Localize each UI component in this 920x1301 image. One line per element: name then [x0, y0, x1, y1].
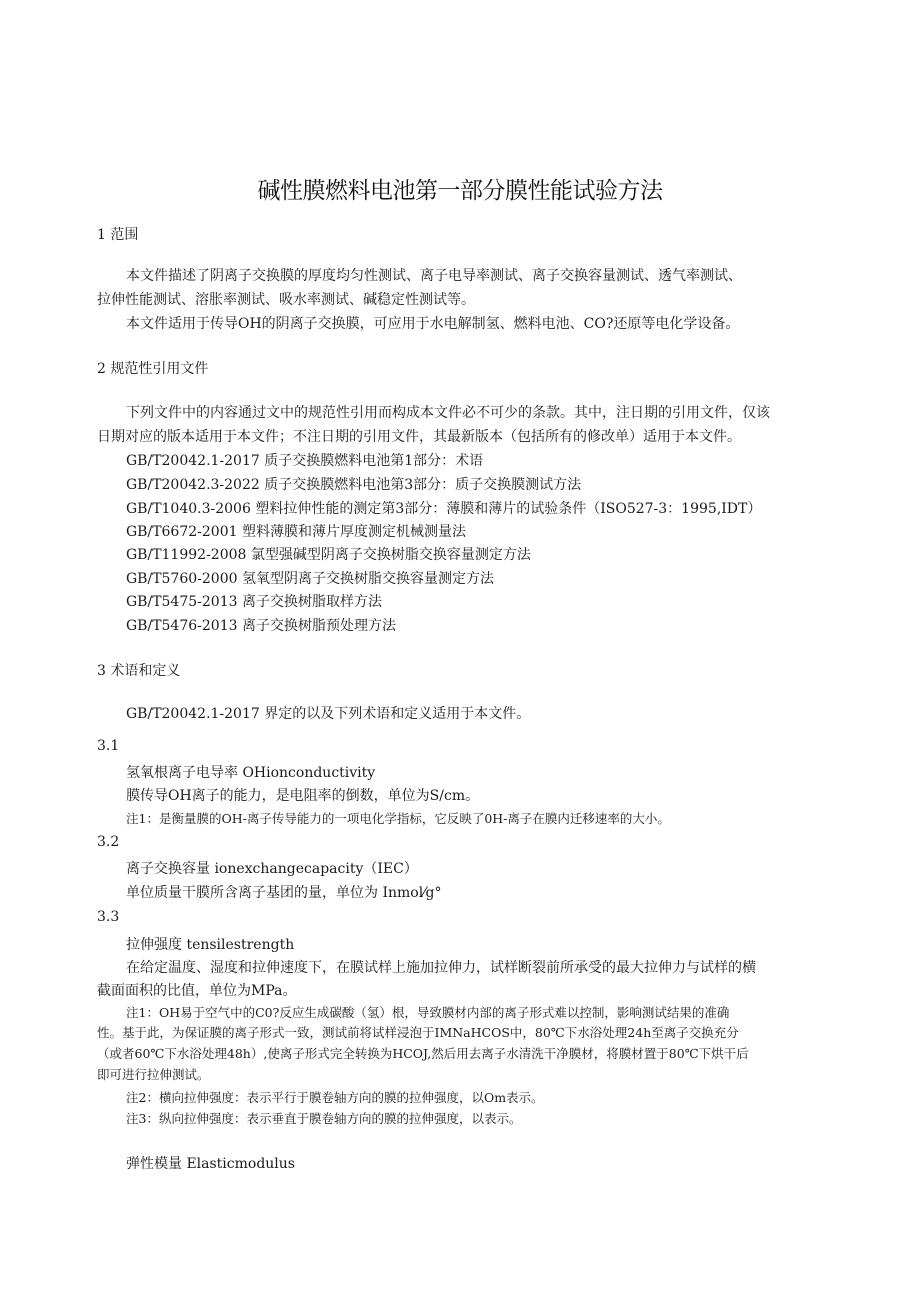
term-3-2-number: 3.2 — [97, 834, 120, 850]
term-3-1-number: 3.1 — [97, 738, 120, 754]
term-3-1-note: 注1：是衡量膜的OH-离子传导能力的一项电化学指标，它反映了0H-离子在膜内迁移速率的大小。 — [126, 811, 670, 826]
section-2-paragraph-line-2: 日期对应的版本适用于本文件；不注日期的引用文件，其最新版本（包括所有的修改单）适用于本文件。 — [97, 429, 741, 445]
term-3-4-name: 弹性模量 Elasticmodulus — [126, 1156, 295, 1172]
reference-item: GB/T6672-2001 塑料薄膜和薄片厚度测定机械测量法 — [126, 524, 466, 540]
reference-item: GB/T20042.3-2022 质子交换膜燃料电池第3部分：质子交换膜测试方法 — [126, 477, 582, 493]
section-1-paragraph-1-line-2: 拉伸性能测试、溶胀率测试、吸水率测试、碱稳定性测试等。 — [97, 292, 475, 308]
reference-item: GB/T20042.1-2017 质子交换膜燃料电池第1部分：术语 — [126, 453, 484, 469]
section-1-heading: 1 范围 — [97, 227, 139, 243]
term-3-3-definition-line-1: 在给定温度、湿度和拉伸速度下，在膜试样上施加拉伸力，试样断裂前所承受的最大拉伸力与试样的横 — [126, 960, 756, 976]
term-3-2-name: 离子交换容量 ionexchangecapacity（IEC） — [126, 861, 418, 877]
section-2-heading: 2 规范性引用文件 — [97, 361, 209, 377]
term-3-3-name: 拉伸强度 tensilestrength — [126, 937, 295, 953]
term-3-3-note-3: 注3：纵向拉伸强度：表示垂直于膜卷轴方向的膜的拉伸强度，以表示。 — [126, 1111, 522, 1126]
term-3-3-definition-line-2: 截面面积的比值，单位为MPa。 — [97, 983, 297, 999]
reference-item: GB/T1040.3-2006 塑料拉伸性能的测定第3部分：薄膜和薄片的试验条件（ISO527-3：1995,IDT） — [126, 501, 762, 517]
reference-item: GB/T11992-2008 氯型强碱型阴离子交换树脂交换容量测定方法 — [126, 547, 531, 563]
term-3-3-note-1-line-1: 注1：OH易于空气中的C0?反应生成碳酸（氢）根，导致膜材内部的离子形式难以控制，影响测试结果的准确 — [126, 1005, 730, 1020]
reference-item: GB/T5760-2000 氢氧型阴离子交换树脂交换容量测定方法 — [126, 571, 494, 587]
term-3-3-note-1-line-2: 性。基于此，为保证膜的离子形式一致，测试前将试样浸泡于IMNaHCOS中，80℃下水浴处理24h至离子交换充分 — [97, 1025, 739, 1040]
section-3-intro: GB/T20042.1-2017 界定的以及下列术语和定义适用于本文件。 — [126, 706, 531, 722]
term-3-3-number: 3.3 — [97, 909, 120, 925]
term-3-3-note-1-line-3: （或者60℃下水浴处理48h）,使离子形式完全转换为HCOJ,然后用去离子水清洗干净膜材，将膜材置于80℃下烘干后 — [97, 1046, 749, 1061]
term-3-1-definition: 膜传导OH离子的能力，是电阻率的倒数，单位为S/cm。 — [126, 788, 480, 804]
term-3-3-note-1-line-4: 即可进行拉伸测试。 — [97, 1067, 210, 1082]
term-3-3-note-2: 注2：横向拉伸强度：表示平行于膜卷轴方向的膜的拉伸强度，以Om表示。 — [126, 1090, 544, 1105]
section-1-paragraph-1-line-1: 本文件描述了阴离子交换膜的厚度均匀性测试、离子电导率测试、离子交换容量测试、透气率测试、 — [126, 268, 742, 284]
section-1-paragraph-2: 本文件适用于传导OH的阴离子交换膜，可应用于水电解制氢、燃料电池、CO?还原等电化学设备。 — [126, 316, 740, 332]
reference-item: GB/T5475-2013 离子交换树脂取样方法 — [126, 594, 382, 610]
term-3-1-name: 氢氧根离子电导率 OHionconductivity — [126, 765, 376, 781]
section-3-heading: 3 术语和定义 — [97, 663, 181, 679]
document-title: 碱性膜燃料电池第一部分膜性能试验方法 — [257, 178, 663, 204]
term-3-2-definition: 单位质量干膜所含离子基团的量，单位为 Inmol⁄g° — [126, 885, 442, 901]
reference-item: GB/T5476-2013 离子交换树脂预处理方法 — [126, 618, 396, 634]
section-2-paragraph-line-1: 下列文件中的内容通过文中的规范性引用而构成本文件必不可少的条款。其中，注日期的引用文件，仅该 — [126, 405, 770, 421]
